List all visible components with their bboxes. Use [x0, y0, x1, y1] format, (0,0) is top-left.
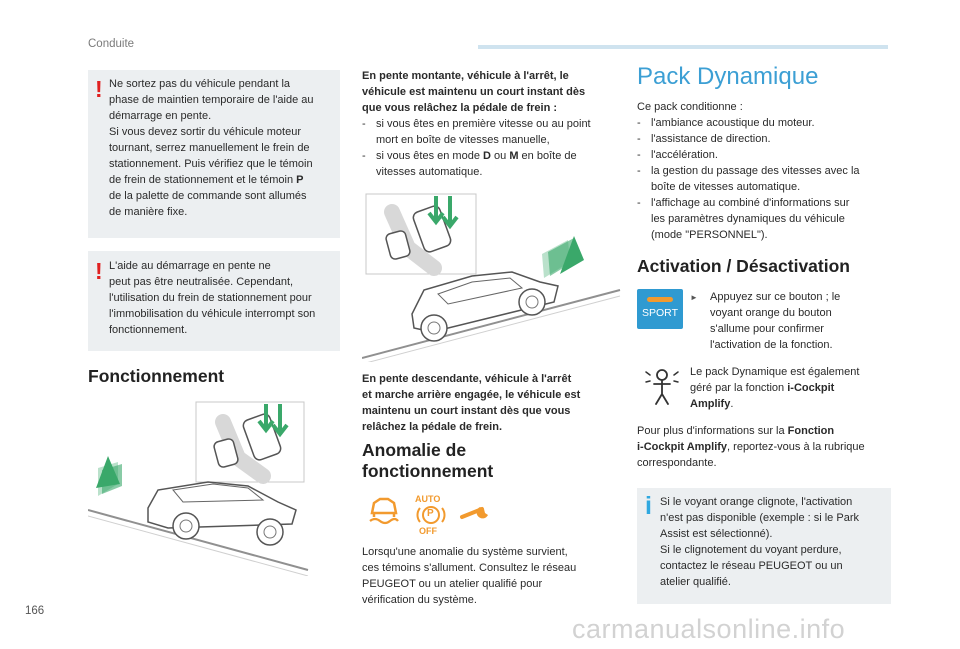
- wrench-icon: [458, 501, 494, 523]
- uphill-illustration: [362, 190, 624, 362]
- press-instruction: ► Appuyez sur ce bouton ; le voyant orange du bouton s'allume pour confirmer l'activation de la fonction.: [690, 289, 910, 353]
- sport-indicator-light: [647, 297, 673, 302]
- header-divider: [478, 45, 888, 49]
- i-cockpit-amplify-icon: [642, 366, 682, 408]
- section-heading-fonctionnement: Fonctionnement: [88, 366, 225, 386]
- warning-box-2: [88, 251, 340, 351]
- uphill-text: En pente montante, véhicule à l'arrêt, le véhicule est maintenu un court instant dès que vous relâchez la pédale de frein : - si vous êtes en première vitesse ou au point mort en boîte de vitesses manuelle, - si vous êtes en mode D ou M en boîte de vitesses automatique.: [362, 68, 624, 180]
- page-title-pack-dynamique: Pack Dynamique: [637, 63, 819, 90]
- pack-list: Ce pack conditionne : - l'ambiance acoustique du moteur. - l'assistance de direction. - l'accélération. - la gestion du passage des vitesses avec la boîte de vitesses automatique. - l'affichage au combiné d'informations sur les paramètres dynamiques du véhicule (mode "PERSONNEL").: [637, 99, 897, 243]
- section-label: Conduite: [88, 38, 135, 50]
- page-number: 166: [25, 605, 45, 617]
- cockpit-text: Le pack Dynamique est également géré par la fonction i-Cockpit Amplify.: [690, 366, 860, 410]
- warning-icon: !: [95, 258, 103, 284]
- warning-text-1: Ne sortez pas du véhicule pendant la phase de maintien temporaire de l'aide au démarrage en pente. Si vous devez sortir du véhicule moteur tournant, serrez manuellement le frein de stationnement. Puis vérifiez que le témoin de frein de stationnement et le témoin P de la palette de commande sont allumés de manière fixe.: [109, 78, 314, 218]
- info-text: Si le voyant orange clignote, l'activation n'est pas disponible (exemple : si le Park Assist est sélectionné). Si le clignotement du voyant perdure, contactez le réseau PEUGEOT ou un atelier qualifié.: [660, 496, 859, 588]
- warning-text-2: L'aide au démarrage en pente ne peut pas être neutralisée. Cependant, l'utilisation du frein de stationnement pour l'immobilisation du véhicule interrompt son fonctionnement.: [109, 260, 316, 336]
- section-heading-activation: Activation / Désactivation: [637, 256, 850, 276]
- sport-button[interactable]: SPORT: [637, 289, 683, 329]
- warning-box-1: [88, 70, 340, 238]
- anomaly-text: Lorsqu'une anomalie du système survient, ces témoins s'allument. Consultez le réseau PEUGEOT ou un atelier qualifié pour vérification du système.: [362, 546, 577, 606]
- watermark: carmanualsonline.info: [572, 614, 846, 644]
- section-heading-anomalie: Anomalie de fonctionnement: [362, 440, 494, 481]
- hill-assist-warning-icon: [366, 493, 402, 529]
- downhill-text: En pente descendante, véhicule à l'arrêt et marche arrière engagée, le véhicule est maintenu un court instant dès que vous relâchez la pédale de frein.: [362, 373, 581, 433]
- auto-p-off-warning-icon: AUTO P OFF: [412, 494, 450, 536]
- info-box: [637, 488, 891, 604]
- info-icon: i: [645, 492, 652, 520]
- more-info-text: Pour plus d'informations sur la Fonction i-Cockpit Amplify, reportez-vous à la rubrique correspondante.: [637, 425, 865, 469]
- downhill-illustration: [88, 398, 340, 576]
- warning-icon: !: [95, 76, 103, 102]
